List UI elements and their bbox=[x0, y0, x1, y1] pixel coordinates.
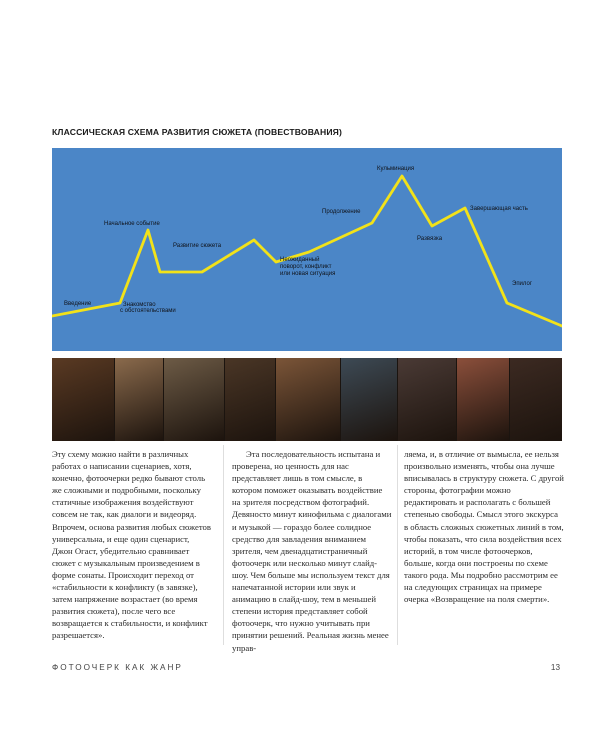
photo-thumbnail bbox=[225, 358, 275, 441]
footer-chapter-title: ФОТООЧЕРК КАК ЖАНР bbox=[52, 663, 183, 672]
column-divider-2 bbox=[397, 445, 398, 645]
label-resolution: Развязка bbox=[417, 236, 443, 242]
text-column-1 bbox=[52, 448, 212, 642]
column-2-text: Эта последовательность испытана и проверена, но ценность для нас представляет лишь в том смысле, в котором поможет оказывать воздействие на зрителя посредством фотографий. Девяносто минут кинофильма с диалогами и музыкой — гораздо более солидное средство для завладения вниманием зрителя, чем двенадцатистраничный фотоочерк или несколько минут слайд-шоу. Чем больше мы используем текст для напечатанной истории или звук и анимацию в слайд-шоу, тем в меньшей степени история представляет собой фотоочерк, что нужно учитывать при принятии решений. Реальная жизнь менее управ- bbox=[232, 449, 392, 653]
label-ending: Завершающая часть bbox=[470, 206, 528, 212]
label-development: Развитие сюжета bbox=[173, 243, 222, 249]
photo-thumbnail bbox=[276, 358, 340, 441]
label-climax: Кульминация bbox=[377, 166, 415, 172]
label-twist-3: или новая ситуация bbox=[280, 271, 336, 277]
photo-strip bbox=[52, 358, 562, 441]
label-continuation: Продолжение bbox=[322, 209, 361, 215]
label-acquaintance-1: Знакомство bbox=[123, 302, 156, 308]
label-acquaintance-2: с обстоятельствами bbox=[120, 308, 176, 314]
page-number: 13 bbox=[550, 663, 560, 672]
photo-thumbnail bbox=[457, 358, 509, 441]
label-twist-2: поворот, конфликт bbox=[280, 264, 332, 270]
column-1-text: Эту схему можно найти в различных работах о написании сценариев, хотя, конечно, фотоочерки редко бывают столь же сложными и подробными, поскольку статичные изображения воздействуют совсем не так, как диалоги и видеоряд. Впрочем, основа развития любых сюжетов универсальна, и еще один сценарист, Джон Огаст, убедительно сравнивает сюжет с музыкальным произведением в форме сонаты. Происходит переход от «стабильности к конфликту (в завязке), затем напряжение возрастает (во время развития сюжета), после чего все возвращается к стабильности, и конфликт разрешается». bbox=[52, 449, 211, 641]
column-divider-1 bbox=[223, 445, 224, 645]
column-3-text: ляема, и, в отличие от вымысла, ее нельзя произвольно изменять, чтобы она лучше вписывалась в структуру сюжета. С другой стороны, фотографии можно редактировать и располагать с большей степенью свободы. Смысл этого экскурса в область сложных сюжетных линий в том, чтобы показать, что сила воздействия всех историй, в том числе фотоочерков, больше, когда они построены по схеме такого рода. Мы подробно рассмотрим ее на следующих страницах на примере очерка «Возвращение на поля смерти». bbox=[404, 449, 564, 605]
label-twist-1: Неожиданный bbox=[280, 257, 320, 263]
photo-thumbnail bbox=[341, 358, 397, 441]
label-inciting-event: Начальное событие bbox=[104, 221, 160, 227]
photo-thumbnail bbox=[52, 358, 114, 441]
figure-heading: КЛАССИЧЕСКАЯ СХЕМА РАЗВИТИЯ СЮЖЕТА (ПОВЕСТВОВАНИЯ) bbox=[52, 127, 343, 137]
photo-thumbnail bbox=[398, 358, 456, 441]
photo-thumbnail bbox=[510, 358, 562, 441]
photo-thumbnail bbox=[115, 358, 163, 441]
plot-diagram bbox=[52, 148, 562, 351]
text-column-3 bbox=[404, 448, 564, 605]
plot-diagram-svg bbox=[52, 148, 562, 351]
photo-thumbnail bbox=[164, 358, 224, 441]
label-epilogue: Эпилог bbox=[512, 281, 533, 287]
label-intro: Введение bbox=[64, 301, 92, 307]
text-column-2 bbox=[232, 448, 392, 654]
